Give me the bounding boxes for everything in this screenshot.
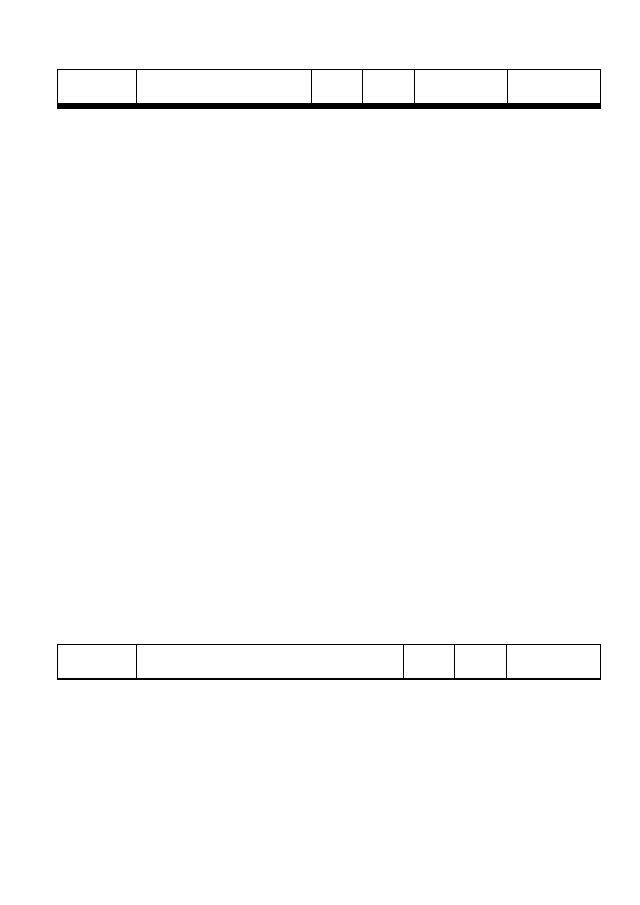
header-col1 bbox=[507, 645, 601, 679]
norm-row bbox=[58, 679, 601, 680]
norm-label bbox=[58, 679, 601, 680]
header-price bbox=[363, 70, 415, 104]
header-row bbox=[58, 645, 601, 679]
header-col2 bbox=[508, 70, 601, 104]
value-cell-2 bbox=[508, 108, 601, 109]
header-col1 bbox=[415, 70, 508, 104]
header-name bbox=[137, 70, 312, 104]
value-cell-1 bbox=[415, 108, 508, 109]
code-cell bbox=[58, 108, 137, 109]
header-name bbox=[137, 645, 404, 679]
price-cell bbox=[363, 108, 415, 109]
header-price bbox=[455, 645, 507, 679]
unit-cell bbox=[312, 108, 363, 109]
header-row bbox=[58, 70, 601, 104]
resource-table-2 bbox=[57, 644, 601, 680]
header-unit bbox=[404, 645, 455, 679]
header-unit bbox=[312, 70, 363, 104]
machine-row bbox=[58, 108, 601, 109]
header-code bbox=[58, 645, 137, 679]
header-code bbox=[58, 70, 137, 104]
name-cell bbox=[137, 108, 312, 109]
resource-table-1 bbox=[57, 69, 601, 109]
